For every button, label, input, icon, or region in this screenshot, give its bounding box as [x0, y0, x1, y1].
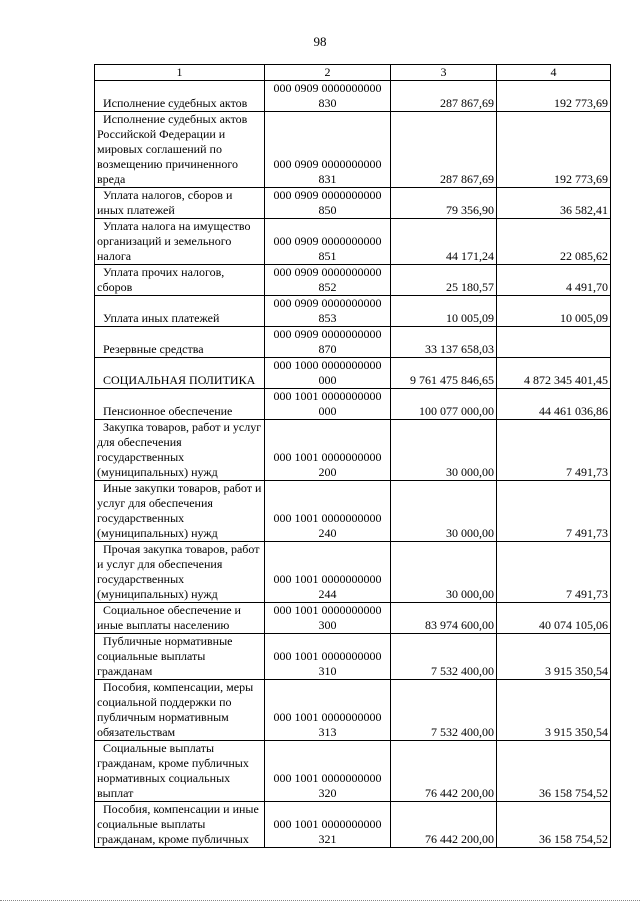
row-code-cell [265, 327, 391, 358]
table-row [95, 603, 611, 634]
row-name-cell [95, 802, 265, 848]
row-code-type: 000 [318, 373, 337, 387]
table-row [95, 327, 611, 358]
row-value-col3: 25 180,57 [391, 265, 497, 296]
table-row [95, 542, 611, 603]
table-row [95, 680, 611, 741]
row-name: СОЦИАЛЬНАЯ ПОЛИТИКА [103, 373, 256, 387]
row-name-cell [95, 481, 265, 542]
row-name: Исполнение судебных актов Российской Федерации и мировых соглашений по возмещению причиненного вреда [97, 112, 248, 186]
table-row [95, 481, 611, 542]
row-code-main: 000 1001 0000000000 [273, 572, 382, 586]
row-code-type: 300 [318, 618, 337, 632]
table-row [95, 802, 611, 848]
row-code-main: 000 1001 0000000000 [273, 771, 382, 785]
row-code-type: 244 [318, 587, 337, 601]
row-value-col4: 4 872 345 401,45 [497, 358, 611, 389]
row-code-cell [265, 265, 391, 296]
row-value-col4: 22 085,62 [497, 219, 611, 265]
row-value-col4: 3 915 350,54 [497, 634, 611, 680]
row-code-cell [265, 542, 391, 603]
row-value-col3: 7 532 400,00 [391, 680, 497, 741]
row-code-cell [265, 802, 391, 848]
row-code-cell [265, 603, 391, 634]
row-name: Исполнение судебных актов [103, 96, 248, 110]
row-code-type: 310 [318, 664, 337, 678]
row-name: Уплата налогов, сборов и иных платежей [97, 188, 233, 217]
row-name: Прочая закупка товаров, работ и услуг для обеспечения государственных (муниципальных) нужд [97, 542, 260, 601]
row-value-col3: 30 000,00 [391, 420, 497, 481]
table-row [95, 112, 611, 188]
row-name-cell [95, 327, 265, 358]
row-code-type: 321 [318, 832, 337, 846]
row-value-col3: 287 867,69 [391, 112, 497, 188]
row-name-cell [95, 634, 265, 680]
table-row [95, 81, 611, 112]
table-row [95, 358, 611, 389]
row-value-col3: 287 867,69 [391, 81, 497, 112]
row-code-type: 850 [318, 203, 337, 217]
row-code-cell [265, 634, 391, 680]
row-value-col3: 76 442 200,00 [391, 802, 497, 848]
row-value-col4 [497, 327, 611, 358]
table-row [95, 420, 611, 481]
row-value-col3: 30 000,00 [391, 481, 497, 542]
row-value-col4: 36 158 754,52 [497, 741, 611, 802]
row-name-cell [95, 542, 265, 603]
row-code-type: 000 [318, 404, 337, 418]
row-name: Уплата прочих налогов, сборов [97, 265, 225, 294]
row-code-type: 870 [318, 342, 337, 356]
row-name-cell [95, 603, 265, 634]
row-code-main: 000 1001 0000000000 [273, 389, 382, 403]
row-code-type: 313 [318, 725, 337, 739]
table-row [95, 634, 611, 680]
row-value-col4: 192 773,69 [497, 112, 611, 188]
row-value-col4: 7 491,73 [497, 542, 611, 603]
row-code-main: 000 1001 0000000000 [273, 817, 382, 831]
row-value-col4: 40 074 105,06 [497, 603, 611, 634]
column-header: 4 [497, 65, 611, 81]
row-value-col4: 7 491,73 [497, 481, 611, 542]
row-value-col4: 192 773,69 [497, 81, 611, 112]
row-code-cell [265, 81, 391, 112]
header-row [95, 65, 611, 81]
page-number: 98 [313, 34, 327, 49]
row-name-cell [95, 741, 265, 802]
row-name-cell [95, 358, 265, 389]
row-code-cell [265, 741, 391, 802]
column-header: 2 [265, 65, 391, 81]
row-code-cell [265, 680, 391, 741]
row-name-cell [95, 265, 265, 296]
row-code-main: 000 1001 0000000000 [273, 450, 382, 464]
budget-table [94, 64, 611, 848]
table-row [95, 296, 611, 327]
row-value-col4: 44 461 036,86 [497, 389, 611, 420]
column-header: 3 [391, 65, 497, 81]
row-value-col3: 10 005,09 [391, 296, 497, 327]
row-value-col3: 79 356,90 [391, 188, 497, 219]
row-value-col3: 76 442 200,00 [391, 741, 497, 802]
page-bottom-divider [0, 900, 640, 902]
table-row [95, 389, 611, 420]
row-code-type: 851 [318, 249, 337, 263]
row-code-cell [265, 219, 391, 265]
row-code-type: 320 [318, 786, 337, 800]
row-name: Пенсионное обеспечение [103, 404, 233, 418]
row-value-col4: 4 491,70 [497, 265, 611, 296]
row-code-cell [265, 112, 391, 188]
row-code-main: 000 0909 0000000000 [273, 157, 382, 171]
table-body [95, 81, 611, 848]
row-value-col3: 33 137 658,03 [391, 327, 497, 358]
row-value-col4: 36 582,41 [497, 188, 611, 219]
row-code-main: 000 0909 0000000000 [273, 296, 382, 310]
row-name-cell [95, 420, 265, 481]
row-code-cell [265, 481, 391, 542]
row-name: Социальные выплаты гражданам, кроме публичных нормативных социальных выплат [97, 741, 249, 800]
row-name-cell [95, 389, 265, 420]
row-code-main: 000 0909 0000000000 [273, 327, 382, 341]
row-name: Резервные средства [103, 342, 204, 356]
row-name: Пособия, компенсации, меры социальной поддержки по публичным нормативным обязательствам [97, 680, 254, 739]
row-name-cell [95, 296, 265, 327]
row-code-main: 000 1001 0000000000 [273, 649, 382, 663]
row-code-main: 000 1001 0000000000 [273, 603, 382, 617]
column-header: 1 [95, 65, 265, 81]
row-value-col3: 30 000,00 [391, 542, 497, 603]
table-row [95, 741, 611, 802]
table-row [95, 265, 611, 296]
row-value-col3: 83 974 600,00 [391, 603, 497, 634]
row-value-col3: 100 077 000,00 [391, 389, 497, 420]
row-name-cell [95, 680, 265, 741]
row-code-type: 852 [318, 280, 337, 294]
row-code-type: 831 [318, 172, 337, 186]
row-name: Уплата иных платежей [103, 311, 220, 325]
row-name: Закупка товаров, работ и услуг для обеспечения государственных (муниципальных) нужд [97, 420, 262, 479]
row-code-cell [265, 389, 391, 420]
row-name: Публичные нормативные социальные выплаты гражданам [97, 634, 233, 678]
row-name: Уплата налога на имущество организаций и земельного налога [97, 219, 251, 263]
row-name-cell [95, 81, 265, 112]
row-value-col3: 7 532 400,00 [391, 634, 497, 680]
row-value-col4: 3 915 350,54 [497, 680, 611, 741]
row-name: Пособия, компенсации и иные социальные выплаты гражданам, кроме публичных [97, 802, 259, 846]
table-row [95, 188, 611, 219]
row-code-cell [265, 296, 391, 327]
row-name: Иные закупки товаров, работ и услуг для обеспечения государственных (муниципальных) нужд [97, 481, 262, 540]
table-row [95, 219, 611, 265]
row-value-col3: 44 171,24 [391, 219, 497, 265]
row-name-cell [95, 188, 265, 219]
row-code-cell [265, 188, 391, 219]
row-code-main: 000 0909 0000000000 [273, 234, 382, 248]
row-code-main: 000 0909 0000000000 [273, 265, 382, 279]
row-code-type: 200 [318, 465, 337, 479]
row-value-col4: 7 491,73 [497, 420, 611, 481]
row-name-cell [95, 112, 265, 188]
row-code-cell [265, 358, 391, 389]
row-code-main: 000 0909 0000000000 [273, 188, 382, 202]
row-name: Социальное обеспечение и иные выплаты населению [97, 603, 241, 632]
row-code-cell [265, 420, 391, 481]
row-code-main: 000 1000 0000000000 [273, 358, 382, 372]
row-name-cell [95, 219, 265, 265]
row-value-col4: 36 158 754,52 [497, 802, 611, 848]
row-code-main: 000 1001 0000000000 [273, 511, 382, 525]
row-code-type: 240 [318, 526, 337, 540]
row-code-main: 000 1001 0000000000 [273, 710, 382, 724]
row-code-main: 000 0909 0000000000 [273, 81, 382, 95]
row-value-col3: 9 761 475 846,65 [391, 358, 497, 389]
row-value-col4: 10 005,09 [497, 296, 611, 327]
row-code-type: 830 [318, 96, 337, 110]
row-code-type: 853 [318, 311, 337, 325]
